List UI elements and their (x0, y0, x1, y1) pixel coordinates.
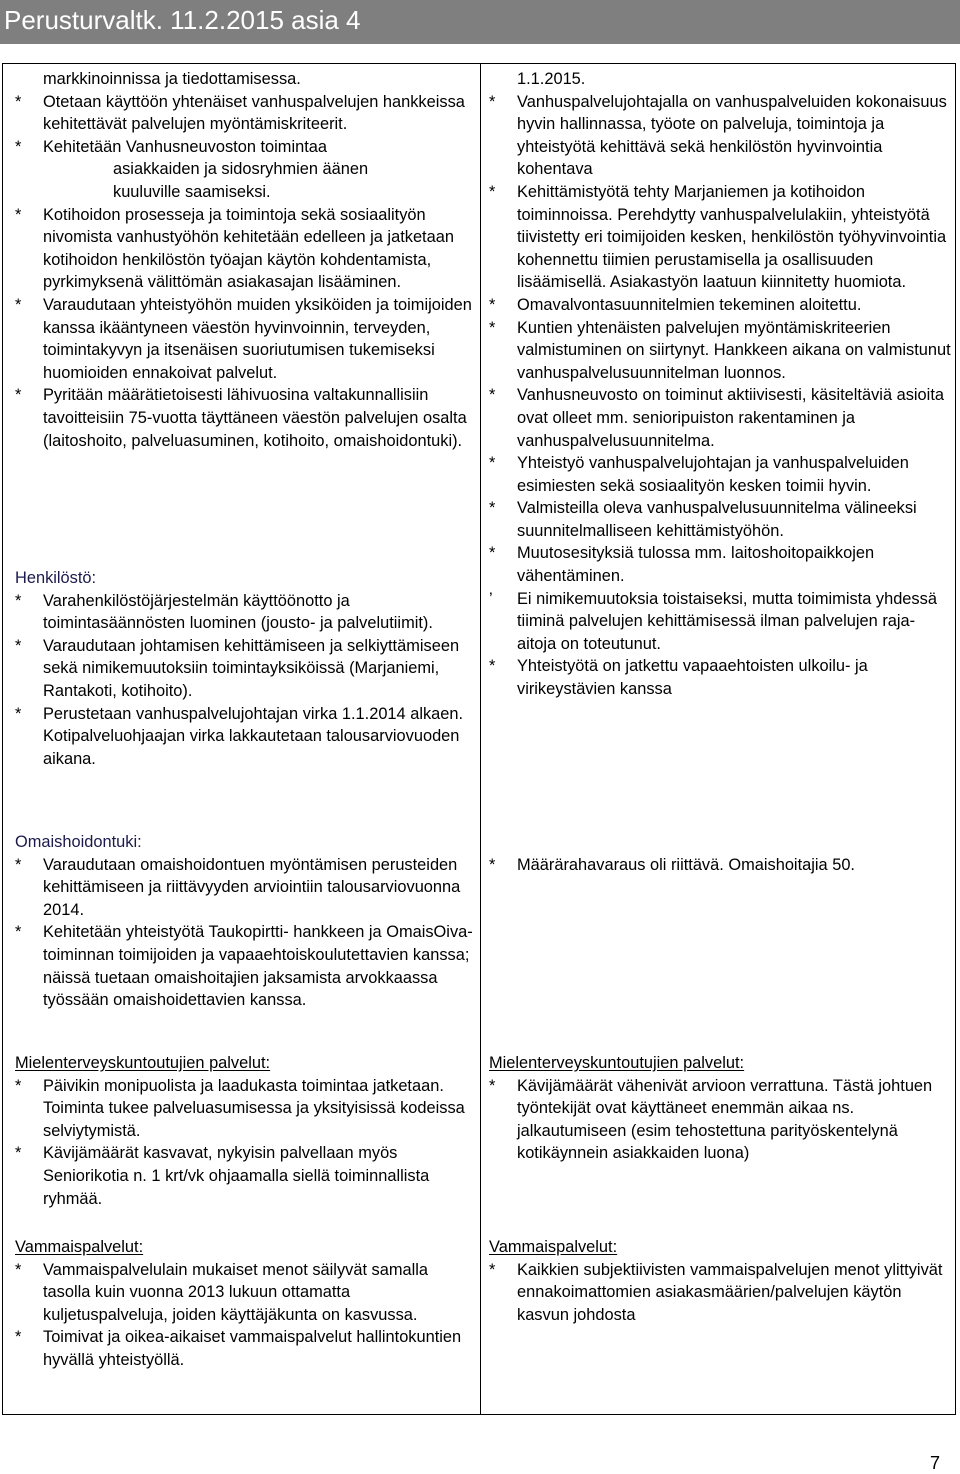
column-divider (480, 64, 481, 1414)
right-intro-bullet: * Vanhuspalvelujohtajalla on vanhuspalveluiden kokonaisuus hyvin hallinnassa, työote on palveluja, toimintoja ja yhteistyötä kehittävä sekä henkilöstön hyvinvointia kohentava (489, 91, 951, 181)
mielenterveys-heading: Mielenterveyskuntoutujien palvelut: (489, 1054, 745, 1072)
right-intro-bullet: * Valmisteilla oleva vanhuspalvelusuunnitelma välineeksi suunnitelmalliseen kehittämistyöhön. (489, 497, 951, 542)
mielenterveys-section-left (15, 1052, 473, 1210)
left-intro-bullet: * Kehitetään Vanhusneuvoston toimintaa (15, 136, 473, 159)
omaishoidontuki-bullet: * Varaudutaan omaishoidontuen myöntämisen perusteiden kehittämiseen ja riittävyyden arviointiin talousarviovuonna 2014. (15, 854, 473, 922)
vammais-section-right (489, 1236, 951, 1326)
omaishoidontuki-section-right (489, 854, 951, 877)
right-intro-bullet: * Yhteistyötä on jatkettu vapaaehtoisten ulkoilu- ja virikeystävien kanssa (489, 655, 951, 700)
vammais-result: * Kaikkien subjektiivisten vammaispalvelujen menot ylittyivät ennakoimattomien asiakasmäärien/palvelujen käytön kasvun johdosta (489, 1259, 951, 1327)
left-intro-section (15, 68, 473, 452)
page-number: 7 (930, 1453, 941, 1473)
right-intro-bullet: * Omavalvontasuunnitelmien tekeminen aloitettu. (489, 294, 951, 317)
right-intro-bullet: * Vanhusneuvosto on toiminut aktiivisesti, käsiteltäviä asioita ovat olleet mm. senioripuiston rakentaminen ja vanhuspalvelusuunnitelma. (489, 384, 951, 452)
mielenterveys-heading: Mielenterveyskuntoutujien palvelut: (15, 1054, 271, 1072)
mielenterveys-bullet: * Päivikin monipuolista ja laadukasta toimintaa jatketaan. Toiminta tukee palveluasumisessa ja yksityisissä kodeissa selviytymistä. (15, 1075, 473, 1143)
mielenterveys-bullet: * Kävijämäärät kasvavat, nykyisin palvellaan myös Seniorikotia n. 1 krt/vk ohjaamalla siellä toiminnallista ryhmää. (15, 1142, 473, 1210)
left-intro-bullet-cont: asiakkaiden ja sidosryhmien äänen (113, 160, 369, 179)
vammais-heading: Vammaispalvelut: (489, 1238, 618, 1256)
omaishoidontuki-heading: Omaishoidontuki: (15, 833, 142, 851)
right-intro-bullet: ’ Ei nimikemuutoksia toistaiseksi, mutta toimimista yhdessä tiiminä palvelujen kehittämisessä ilman palvelujen raja-aitoja on toteutunut. (489, 588, 951, 656)
left-intro-bullet: * Otetaan käyttöön yhtenäiset vanhuspalvelujen hankkeissa kehitettävät palvelujen myöntämiskriteerit. (15, 91, 473, 136)
header-bar (0, 0, 960, 44)
henkilosto-heading: Henkilöstö: (15, 569, 97, 587)
right-intro-bullet: * Kehittämistyötä tehty Marjaniemen ja kotihoidon toiminnoissa. Perehdytty vanhuspalvelulakiin, yhteistyötä tiivistetty eri toimijoiden kesken, henkilöstön työhyvinvointia kohennettu tiimien perustamisella ja osallisuuden lisäämisellä. Asiakastyön laatuun kiinnitetty huomiota. (489, 181, 951, 294)
table-frame (2, 63, 956, 1415)
right-intro-section (489, 68, 951, 701)
right-intro-bullet: * Kuntien yhtenäisten palvelujen myöntämiskriteerien valmistuminen on siirtynyt. Hankkeen aikana on valmistunut vanhuspalvelusuunnitelman luonnos. (489, 317, 951, 385)
omaishoidontuki-result: * Määrärahavaraus oli riittävä. Omaishoitajia 50. (489, 854, 951, 877)
mielenterveys-result: * Kävijämäärät vähenivät arvioon verrattuna. Tästä johtuen työntekijät ovat käyttäneet enemmän aikaa ns. jalkautumiseen (esim tehostettuna parityöskentelynä kotikäynnein asiakkaiden luona) (489, 1075, 951, 1165)
left-intro-bullet: * Varaudutaan yhteistyöhön muiden yksiköiden ja toimijoiden kanssa ikääntyneen väestön hyvinvoinnin, terveyden, toimintakyvyn ja itsenäisen suoriutumisen tukemiseksi huomioiden ennakoivat palvelut. (15, 294, 473, 384)
right-intro-bullet: * Muutosesityksiä tulossa mm. laitoshoitopaikkojen vähentäminen. (489, 542, 951, 587)
henkilosto-section (15, 567, 473, 770)
left-intro-bullet: * Pyritään määrätietoisesti lähivuosina valtakunnallisiin tavoitteisiin 75-vuotta täyttäneen väestön palvelujen osalta (laitoshoito, palveluasuminen, kotihoito, omaishoidontuki). (15, 384, 473, 452)
vammais-section-left (15, 1236, 473, 1372)
mielenterveys-section-right (489, 1052, 951, 1165)
left-intro-bullet-cont: kuuluville saamiseksi. (113, 182, 271, 201)
right-intro-line: 1.1.2015. (517, 70, 586, 88)
henkilosto-bullet: * Varahenkilöstöjärjestelmän käyttöönotto ja toimintasäännösten luominen (jousto- ja palvelutiimit). (15, 590, 473, 635)
header-title: Perusturvaltk. 11.2.2015 asia 4 (4, 5, 361, 35)
vammais-bullet: * Vammaispalvelulain mukaiset menot säilyvät samalla tasolla kuin vuonna 2013 lukuun ottamatta kuljetuspalveluja, joiden käyttäjäkunta on kasvussa. (15, 1259, 473, 1327)
left-intro-bullet: * Kotihoidon prosesseja ja toimintoja sekä sosiaalityön nivomista vanhustyöhön kehitetään edelleen ja jatketaan kotihoidon henkilöstön työajan käytön kohdentamista, pyrkimyksenä välittömän asiakasajan lisääminen. (15, 204, 473, 294)
vammais-heading: Vammaispalvelut: (15, 1238, 144, 1256)
henkilosto-bullet: * Perustetaan vanhuspalvelujohtajan virka 1.1.2014 alkaen. Kotipalveluohjaajan virka lakkautetaan talousarviovuoden aikana. (15, 703, 473, 771)
henkilosto-bullet: * Varaudutaan johtamisen kehittämiseen ja selkiyttämiseen sekä nimikemuutoksiin toimintayksiköissä (Marjaniemi, Rantakoti, kotihoito). (15, 635, 473, 703)
vammais-bullet: * Toimivat ja oikea-aikaiset vammaispalvelut hallintokuntien hyvällä yhteistyöllä. (15, 1326, 473, 1371)
right-intro-bullet: * Yhteistyö vanhuspalvelujohtajan ja vanhuspalveluiden esimiesten sekä sosiaalityön kesken toimii hyvin. (489, 452, 951, 497)
left-intro-line: markkinoinnissa ja tiedottamisessa. (43, 70, 301, 88)
omaishoidontuki-section (15, 831, 473, 1012)
omaishoidontuki-bullet: * Kehitetään yhteistyötä Taukopirtti- hankkeen ja OmaisOiva- toiminnan toimijoiden ja vapaaehtoiskoulutettavien kanssa; näissä tuetaan omaishoitajien jaksamista arvokkaassa työssään omaishoidettavien kanssa. (15, 921, 473, 1011)
